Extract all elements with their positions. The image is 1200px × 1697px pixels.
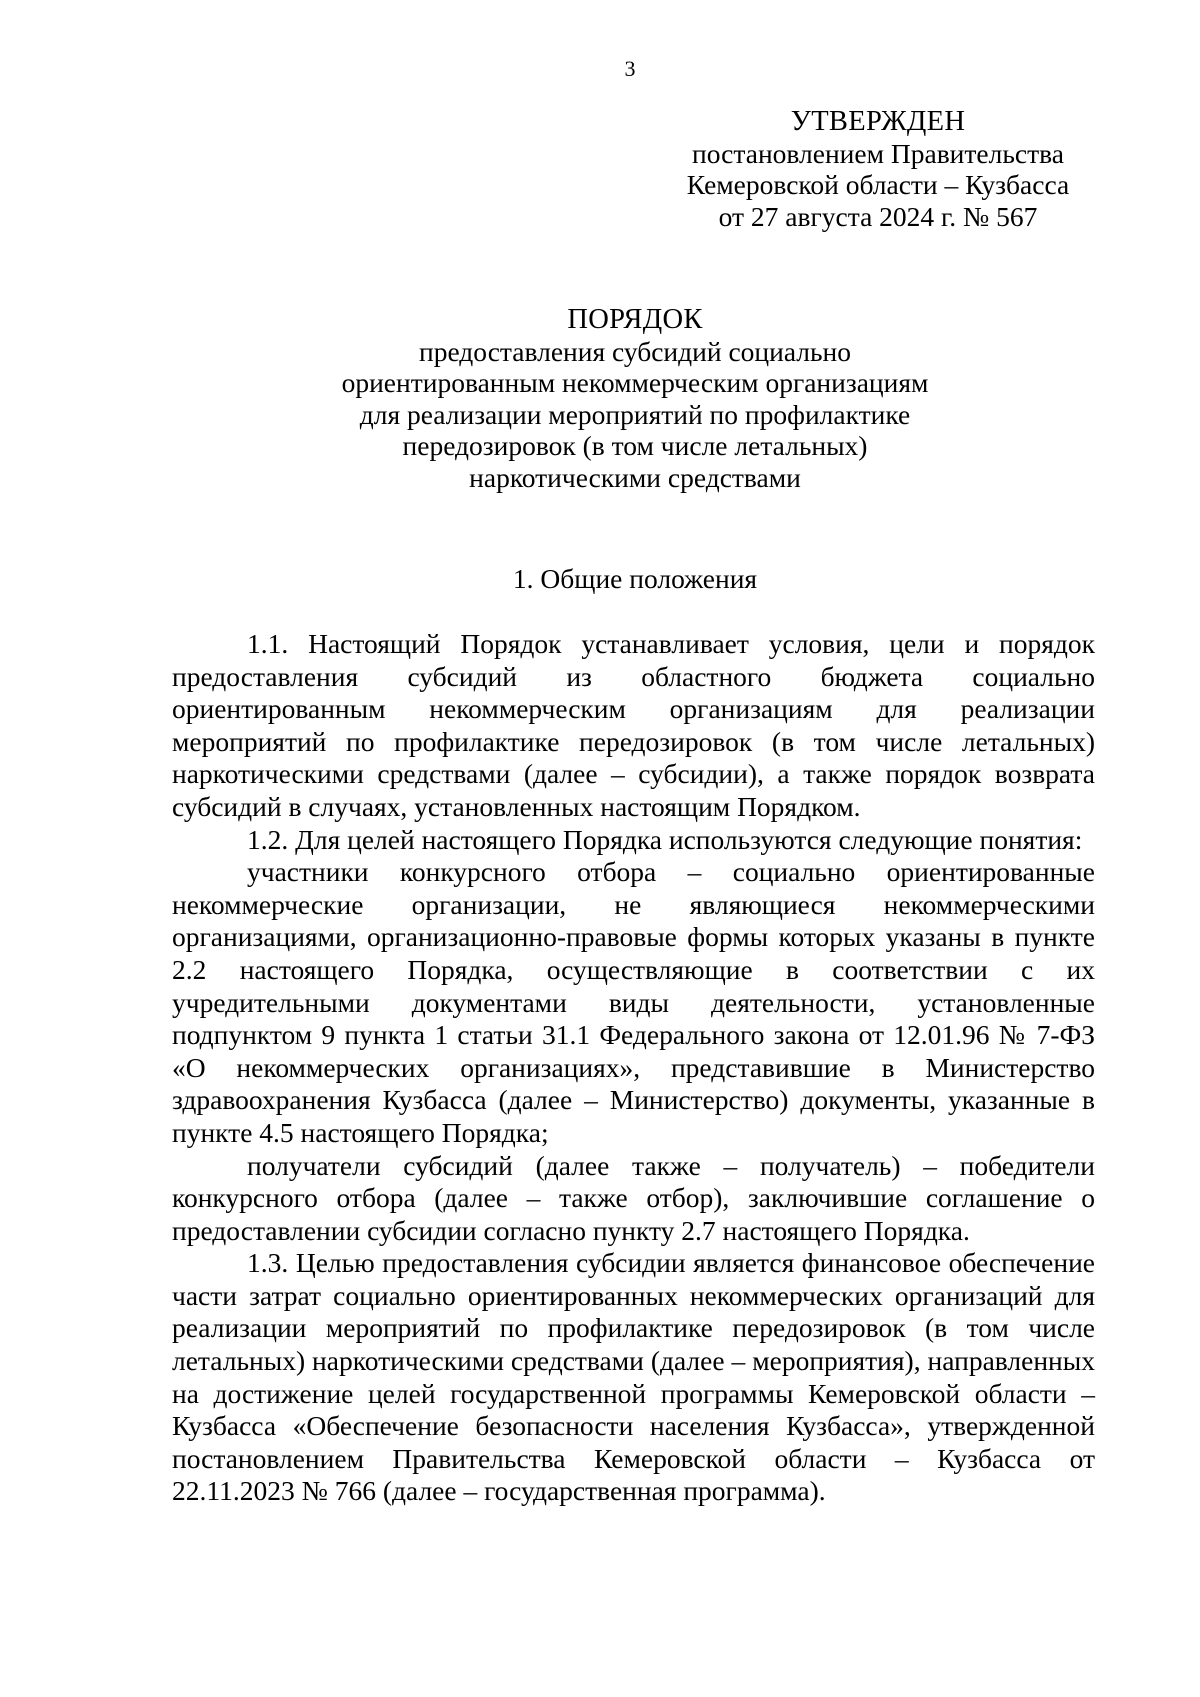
paragraph-1-3: 1.3. Целью предоставления субсидии является финансовое обеспечение части затрат социально ориентированных некоммерческих организаций для реализации мероприятий по профилактике передозировок (в том числе летальных) наркотическими средствами (далее – мероприятия), направленных на достижение целей государственной программы Кемеровской области – Кузбасса «Обеспечение безопасности населения Кузбасса», утвержденной постановлением Правительства Кемеровской области – Кузбасса от 22.11.2023 № 766 (далее – государственная программа). (172, 1247, 1095, 1507)
paragraph-1-1: 1.1. Настоящий Порядок устанавливает условия, цели и порядок предоставления субсидий из областного бюджета социально ориентированным некоммерческим организациям для реализации мероприятий по профилактике передозировок (в том числе летальных) наркотическими средствами (далее – субсидии), а также порядок возврата субсидий в случаях, установленных настоящим Порядком. (172, 628, 1095, 822)
approval-line: постановлением Правительства (692, 137, 1064, 169)
approval-title: УТВЕРЖДЕН (790, 106, 966, 137)
approval-stamp (668, 106, 1088, 232)
document-subtitle-line: предоставления субсидий социально (418, 335, 852, 367)
document-title-block (220, 304, 1050, 493)
document-subtitle-line: ориентированным некоммерческим организациям (341, 367, 929, 398)
document-subtitle-line: передозировок (в том числе летальных) (402, 430, 868, 461)
paragraph-1-2: 1.2. Для целей настоящего Порядка используются следующие понятия: (247, 823, 1083, 855)
approval-date-line: от 27 августа 2024 г. № 567 (718, 200, 1038, 232)
document-subtitle-line: наркотическими средствами (469, 461, 801, 493)
section-heading: 1. Общие положения (512, 563, 758, 594)
definition-participants: участники конкурсного отбора – социально ориентированные некоммерческие организации, не являющиеся некоммерческими организациями, организационно-правовые формы которых указаны в пункте 2.2 настоящего Порядка, осуществляющие в соответствии с их учредительными документами виды деятельности, установленные подпунктом 9 пункта 1 статьи 31.1 Федерального закона от 12.01.96 № 7-ФЗ «О некоммерческих организациях», представившие в Министерство здравоохранения Кузбасса (далее – Министерство) документы, указанные в пункте 4.5 настоящего Порядка; (172, 856, 1095, 1148)
approval-line: Кемеровской области – Кузбасса (686, 169, 1070, 200)
document-subtitle-line: для реализации мероприятий по профилактике (359, 398, 911, 430)
section-body (172, 628, 1095, 1508)
page-number: 3 (624, 56, 636, 81)
definition-recipients: получатели субсидий (далее также – получатель) – победители конкурсного отбора (далее – также отбор), заключившие соглашение о предоставлении субсидии согласно пункту 2.7 настоящего Порядка. (172, 1149, 1095, 1246)
document-title: ПОРЯДОК (567, 304, 703, 335)
